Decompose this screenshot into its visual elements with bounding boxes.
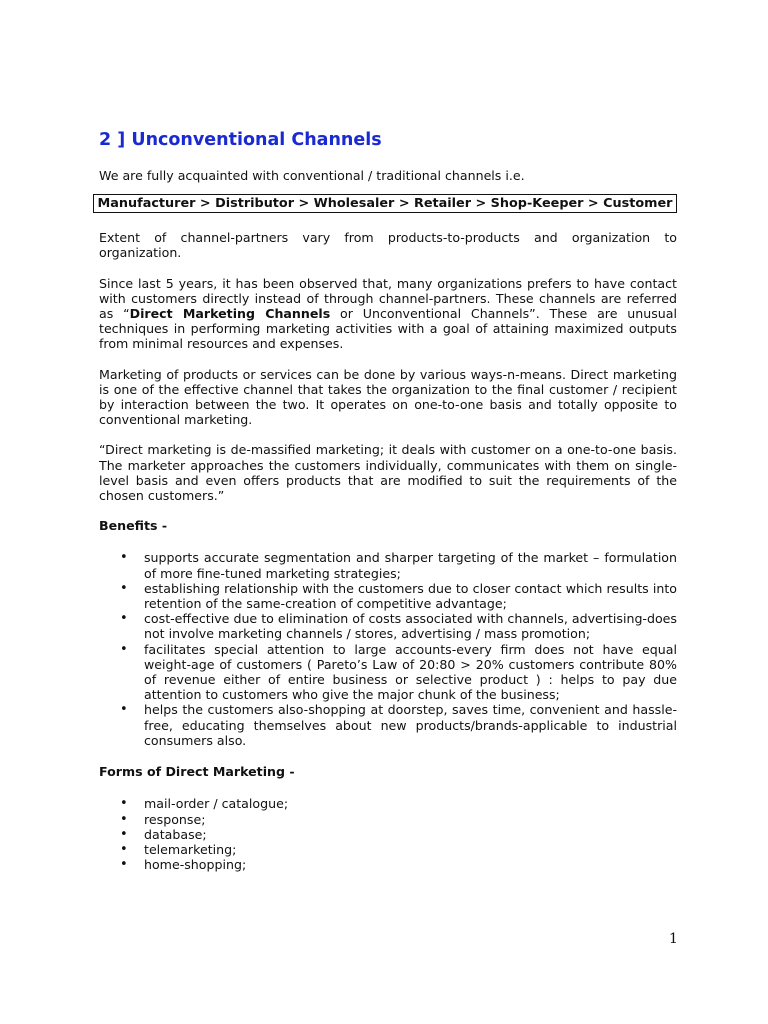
list-item-text: cost-effective due to elimination of costs associated with channels, advertising-does not involve marketing channels / stores, advertising / mass promotion; — [144, 611, 677, 642]
benefits-list — [99, 550, 677, 748]
list-item-text: facilitates special attention to large accounts-every firm does not have equal weight-age of customers ( Pareto’s Law of 20:80 > 20% customers contribute 80% of revenue either of entire business or selective product ) : helps to pay due attention to customers who give the major chunk of the business; — [144, 641, 677, 703]
list-item — [99, 702, 677, 748]
list-item-text: telemarketing; — [144, 841, 237, 857]
list-item — [99, 642, 677, 703]
list-item-text: supports accurate segmentation and sharper targeting of the market – formulation of more fine-tuned marketing strategies; — [144, 550, 677, 581]
forms-list — [99, 796, 677, 872]
page-content — [99, 128, 677, 888]
list-item — [99, 827, 677, 842]
paragraph-2 — [99, 276, 677, 352]
bullet-icon: • — [120, 811, 128, 827]
bullet-icon: • — [120, 857, 128, 873]
paragraph-2-end: or Unconventional Channels”. These are unusual techniques in performing marketing activities with a goal of attaining maximized outputs from minimal resources and expenses. — [99, 306, 677, 352]
list-item — [99, 550, 677, 580]
forms-title: Forms of Direct Marketing - — [99, 764, 295, 780]
list-item-text: database; — [144, 826, 207, 842]
bullet-icon: • — [120, 550, 128, 566]
list-item — [99, 857, 677, 872]
paragraph-4: “Direct marketing is de-massified marketing; it deals with customer on a one-to-one basis. The marketer approaches the customers individually, communicates with them on single-level basis and even offers products that are modified to suit the requirements of the chosen customers.” — [99, 442, 677, 504]
list-item-text: home-shopping; — [144, 857, 247, 873]
channel-chain-box: Manufacturer > Distributor > Wholesaler > Retailer > Shop-Keeper > Customer — [93, 194, 677, 213]
page-number: 1 — [669, 931, 678, 947]
bullet-icon: • — [120, 702, 128, 718]
list-item-text: helps the customers also-shopping at doorstep, saves time, convenient and hassle-free, educating themselves about new products/brands-applicable to industrial consumers also. — [144, 702, 677, 748]
paragraph-3: Marketing of products or services can be done by various ways-n-means. Direct marketing is one of the effective channel that takes the organization to the final customer / recipient by interaction between the two. It operates on one-to-one basis and totally opposite to conventional marketing. — [99, 366, 677, 428]
bullet-icon: • — [120, 826, 128, 842]
list-item — [99, 842, 677, 857]
benefits-title: Benefits - — [99, 518, 168, 534]
bullet-icon: • — [120, 580, 128, 596]
list-item — [99, 796, 677, 811]
list-item — [99, 581, 677, 611]
bullet-icon: • — [120, 841, 128, 857]
list-item-text: mail-order / catalogue; — [144, 796, 289, 812]
section-heading: 2 ] Unconventional Channels — [99, 130, 382, 150]
intro-text: We are fully acquainted with conventional / traditional channels i.e. — [99, 168, 525, 183]
bullet-icon: • — [120, 796, 128, 812]
list-item — [99, 812, 677, 827]
paragraph-2-start: Since last 5 years, it has been observed that, many organizations prefers to have contact with customers directly instead of through channel-partners. These channels are referred as “ — [99, 275, 677, 322]
paragraph-2-bold: Direct Marketing Channels — [129, 306, 331, 322]
paragraph-1: Extent of channel-partners vary from products-to-products and organization to organization. — [99, 230, 677, 261]
list-item — [99, 611, 677, 641]
list-item-text: response; — [144, 811, 206, 827]
bullet-icon: • — [120, 611, 128, 627]
bullet-icon: • — [120, 641, 128, 657]
list-item-text: establishing relationship with the customers due to closer contact which results into retention of the same-creation of competitive advantage; — [144, 580, 677, 612]
